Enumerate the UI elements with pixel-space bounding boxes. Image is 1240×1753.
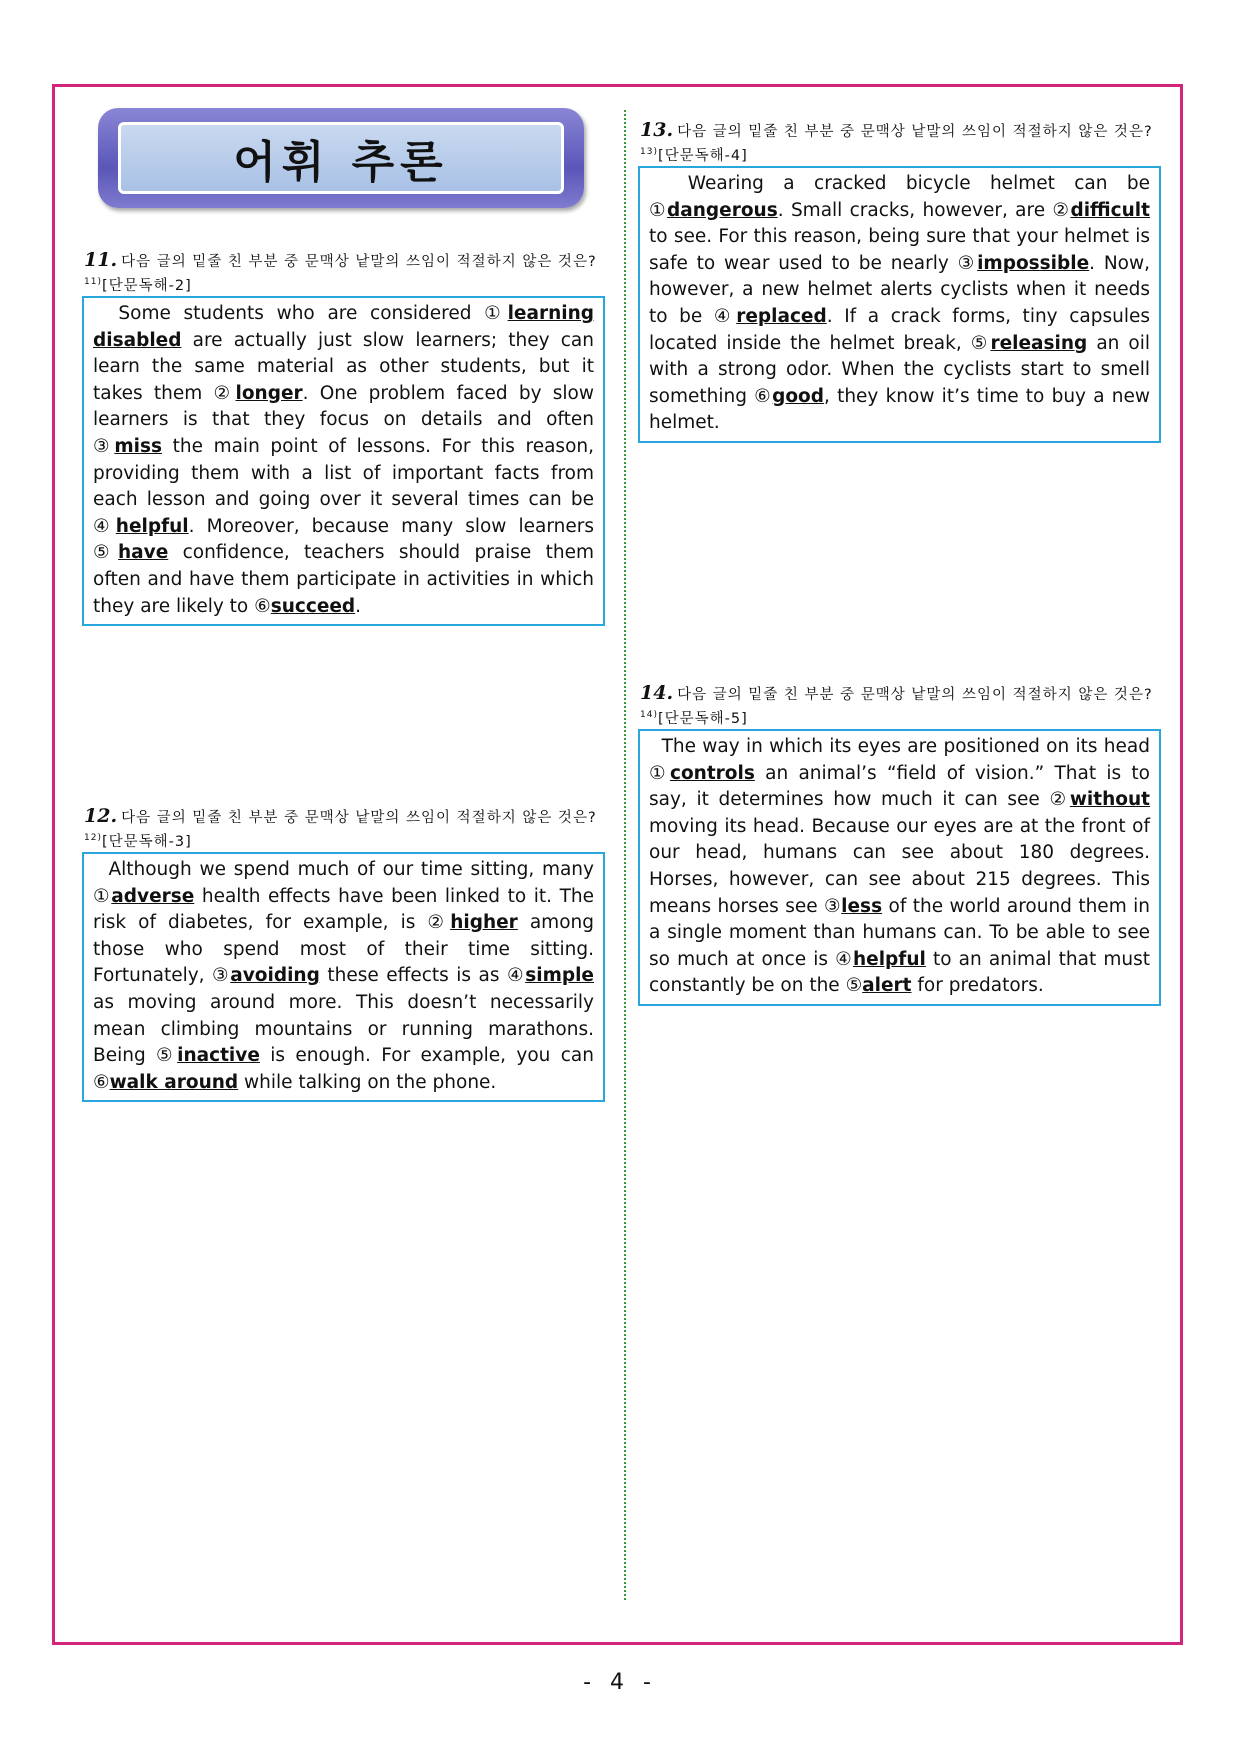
passage-text: . Small cracks, however, are ②	[777, 199, 1071, 221]
underlined-word: inactive	[177, 1045, 260, 1067]
question-number: 14.	[640, 682, 674, 704]
footnote-ref: 11)	[84, 277, 102, 287]
underlined-word: good	[772, 385, 824, 407]
underlined-word: adverse	[111, 885, 195, 907]
underlined-word: helpful	[852, 948, 926, 970]
question-number: 12.	[84, 805, 118, 827]
underlined-word: miss	[114, 435, 162, 457]
passage-text: an oil with a strong odor. When the cyclists start to smell something ⑥	[649, 332, 1151, 407]
passage-box	[638, 166, 1161, 443]
passage-text: .	[355, 595, 362, 617]
footnote-ref: 13)	[640, 147, 658, 157]
question-header	[640, 120, 1160, 166]
question-source	[640, 711, 748, 727]
underlined-word: replaced	[736, 305, 827, 327]
question-number: 13.	[640, 119, 674, 141]
column-divider	[624, 110, 626, 1600]
passage-text: to an animal that must constantly be on the ⑤	[649, 948, 1150, 997]
question-prompt: 다음 글의 밑줄 친 부분 중 문맥상 낱말의 쓰임이 적절하지 않은 것은?	[121, 254, 597, 270]
passage-text: health effects have been linked to it. The risk of diabetes, for example, is ②	[93, 885, 594, 934]
question-header	[640, 683, 1160, 729]
underlined-word: without	[1069, 789, 1150, 811]
section-title-panel	[118, 122, 564, 194]
question-source	[640, 148, 748, 164]
source-tag: [단문독해-4]	[657, 147, 748, 164]
underlined-word: longer	[235, 382, 303, 404]
underlined-word: dangerous	[667, 199, 778, 221]
passage-text: Wearing a cracked bicycle helmet can be ①	[649, 173, 1150, 221]
underlined-word: have	[118, 542, 169, 564]
section-title: 어휘 추론	[233, 137, 449, 188]
source-tag: [단문독해-5]	[657, 710, 748, 727]
underlined-word: learning disabled	[93, 303, 594, 351]
passage-text: Although we spend much of our time sitting, many ①	[93, 859, 594, 907]
page-number: - 4 -	[583, 1670, 657, 1695]
question-header	[84, 250, 604, 296]
underlined-word: alert	[862, 975, 912, 997]
passage-text: while talking on the phone.	[238, 1071, 497, 1093]
passage-text: for predators.	[911, 975, 1044, 997]
passage-text: . If a crack forms, tiny capsules located inside the helmet break, ⑤	[649, 305, 1151, 354]
question-prompt: 다음 글의 밑줄 친 부분 중 문맥상 낱말의 쓰임이 적절하지 않은 것은?	[677, 124, 1153, 140]
passage-text: Some students who are considered ①	[93, 303, 508, 324]
passage-text: these effects is as ④	[319, 965, 526, 987]
passage-text: The way in which its eyes are positioned on its head ①	[649, 736, 1150, 784]
passage-box	[82, 852, 605, 1102]
passage-text: , they know it’s time to buy a new helmet.	[649, 385, 1150, 434]
question-header	[84, 806, 604, 852]
passage-text: . Now, however, a new helmet alerts cyclists when it needs to be ④	[649, 252, 1150, 327]
passage-text: . One problem faced by slow learners is that they focus on details and often ③	[93, 382, 594, 457]
question-prompt: 다음 글의 밑줄 친 부분 중 문맥상 낱말의 쓰임이 적절하지 않은 것은?	[677, 687, 1153, 703]
question-prompt: 다음 글의 밑줄 친 부분 중 문맥상 낱말의 쓰임이 적절하지 않은 것은?	[121, 810, 597, 826]
passage-text: as moving around more. This doesn’t necessarily mean climbing mountains or running marathons. Being ⑤	[93, 991, 594, 1067]
footnote-ref: 12)	[84, 833, 102, 843]
passage-text: confidence, teachers should praise them often and have them participate in activities in which they are likely to ⑥	[93, 542, 594, 617]
underlined-word: succeed	[270, 595, 356, 617]
question-number: 11.	[84, 249, 118, 271]
underlined-word: simple	[525, 965, 594, 987]
passage-text: the main point of lessons. For this reason, providing them with a list of important facts from each lesson and going over it several times can be ④	[93, 435, 594, 537]
source-tag: [단문독해-3]	[101, 833, 192, 850]
footnote-ref: 14)	[640, 710, 658, 720]
underlined-word: walk around	[109, 1071, 239, 1093]
underlined-word: controls	[669, 762, 755, 784]
underlined-word: difficult	[1070, 199, 1150, 221]
passage-text: are actually just slow learners; they can learn the same material as other students, but it takes them ②	[93, 329, 594, 404]
source-tag: [단문독해-2]	[101, 277, 192, 294]
passage-box	[638, 729, 1161, 1006]
section-title-banner	[98, 108, 584, 208]
passage-text: . Moreover, because many slow learners ⑤	[93, 515, 594, 564]
underlined-word: less	[841, 895, 883, 917]
question-source	[84, 278, 192, 294]
question-source	[84, 834, 192, 850]
passage-text: an animal’s “field of vision.” That is to say, it determines how much it can see ②	[649, 762, 1150, 811]
passage-text: is enough. For example, you can ⑥	[93, 1045, 594, 1093]
underlined-word: avoiding	[230, 965, 320, 987]
underlined-word: helpful	[115, 515, 189, 537]
passage-text: among those who spend most of their time sitting. Fortunately, ③	[93, 912, 594, 987]
underlined-word: impossible	[977, 252, 1090, 274]
passage-text: of the world around them in a single moment than humans can. To be able to see so much at once is ④	[649, 895, 1150, 970]
underlined-word: higher	[450, 912, 518, 934]
passage-box	[82, 296, 605, 626]
underlined-word: releasing	[990, 332, 1088, 354]
passage-text: to see. For this reason, being sure that your helmet is safe to wear used to be nearly ③	[649, 226, 1150, 274]
passage-text: moving its head. Because our eyes are at the front of our head, humans can see about 180 degrees. Horses, however, can see about 215 degrees. This means horses see ③	[649, 815, 1150, 917]
